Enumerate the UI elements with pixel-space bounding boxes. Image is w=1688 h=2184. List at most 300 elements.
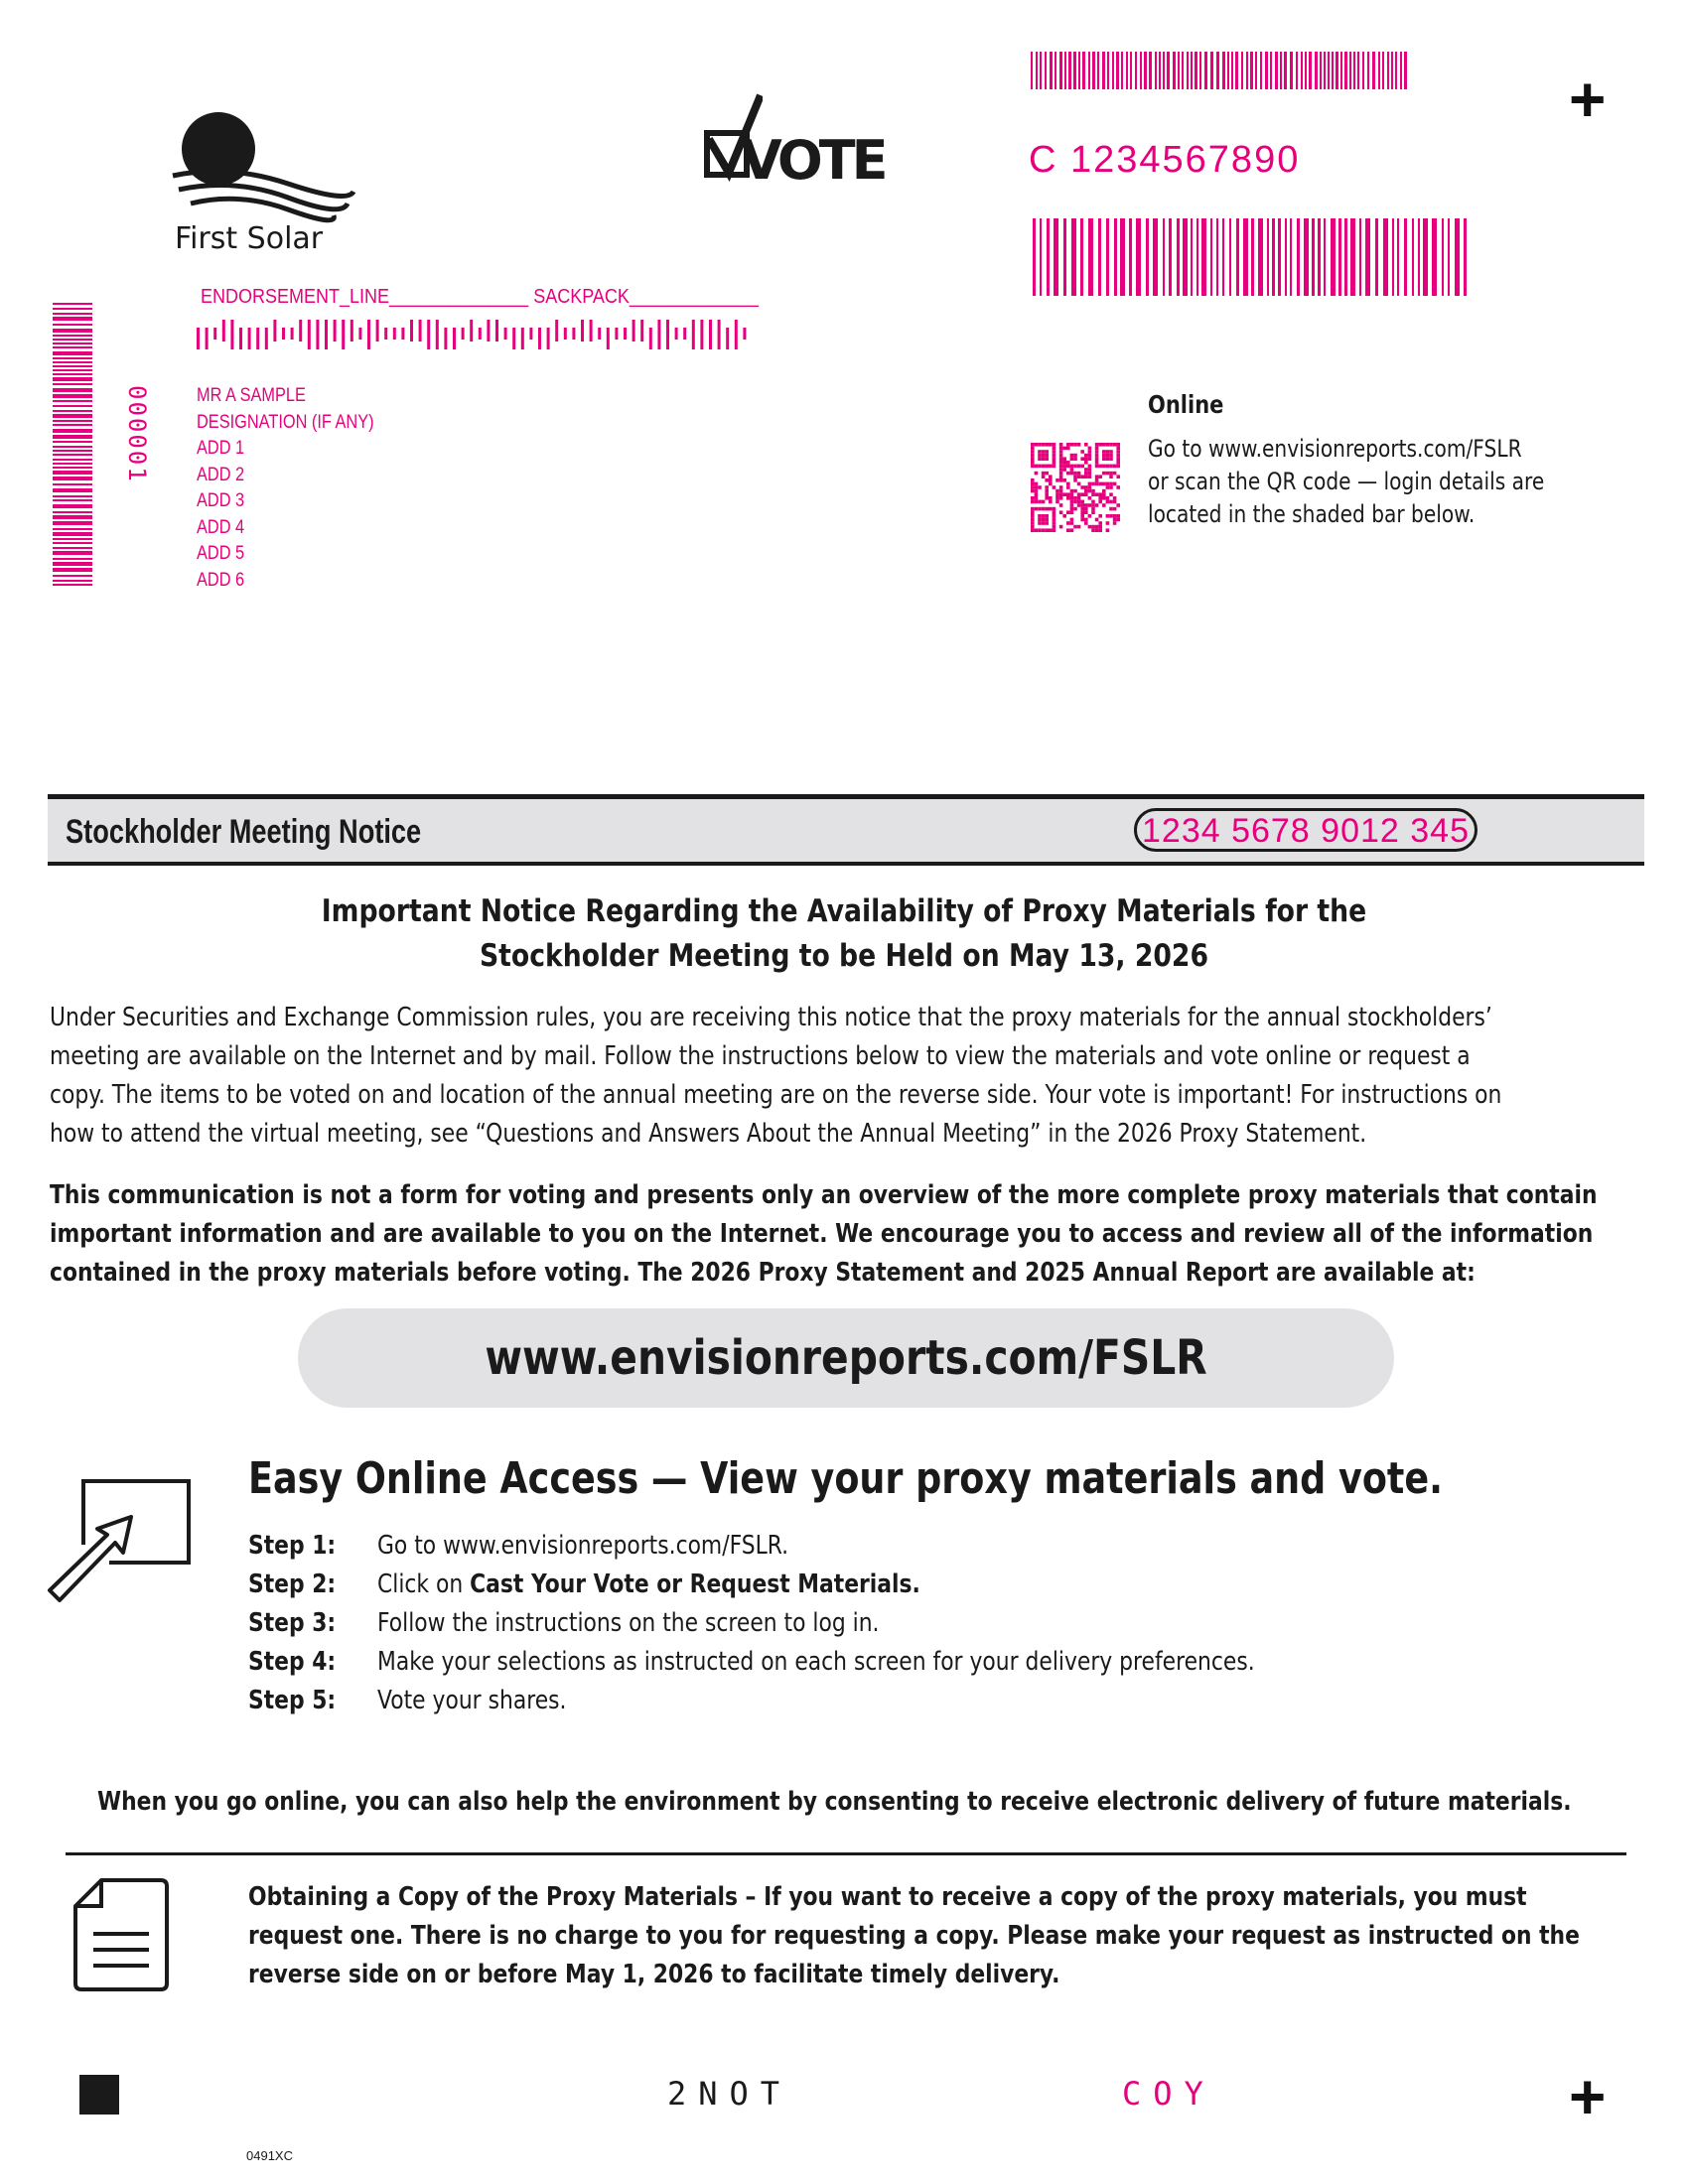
qr-module [1070, 468, 1074, 472]
qr-module [1049, 507, 1053, 511]
qr-module [1059, 472, 1063, 476]
barcode-bar [700, 320, 703, 349]
qr-module [1070, 528, 1074, 532]
barcode-bar [1210, 52, 1213, 89]
qr-module [1042, 443, 1046, 447]
qr-module [1045, 492, 1049, 496]
barcode-bar [1246, 52, 1248, 89]
barcode-bar [444, 328, 447, 349]
barcode-bar [1167, 52, 1170, 89]
qr-module [1053, 528, 1056, 532]
barcode-bar [1135, 52, 1137, 89]
qr-module [1055, 500, 1059, 504]
step-text-plain: Click on [377, 1570, 471, 1599]
barcode-bar [743, 328, 746, 340]
barcode-bar [1040, 52, 1042, 89]
barcode-bar [1372, 52, 1375, 89]
qr-module [1062, 514, 1066, 518]
barcode-bar [436, 320, 439, 349]
barcode-bar [624, 328, 627, 340]
qr-module [1080, 503, 1084, 507]
qr-module [1059, 478, 1063, 482]
qr-module [1045, 450, 1049, 454]
barcode-bar [1055, 52, 1056, 89]
barcode-bar [53, 528, 92, 530]
endorsement-line: ENDORSEMENT_LINE______________ SACKPACK_____________ [201, 286, 760, 308]
qr-module [1066, 461, 1070, 465]
barcode-bar [367, 320, 370, 349]
qr-module [1116, 465, 1120, 469]
qr-module [1045, 465, 1049, 469]
address-line: ADD 3 [197, 490, 245, 511]
barcode-bar [1255, 52, 1257, 89]
qr-module [1062, 461, 1066, 465]
qr-module [1109, 465, 1113, 469]
qr-module [1077, 525, 1081, 529]
barcode-bar [1251, 218, 1254, 296]
qr-module [1084, 468, 1088, 472]
barcode-bar [1107, 52, 1109, 89]
qr-module [1116, 457, 1120, 461]
barcode-bar [1404, 52, 1407, 89]
barcode-bar [53, 459, 92, 461]
barcode-bar [334, 320, 337, 341]
qr-module [1035, 485, 1039, 489]
qr-module [1055, 478, 1059, 482]
barcode-bar [53, 317, 92, 321]
qr-module [1109, 492, 1113, 496]
qr-module [1095, 465, 1099, 469]
qr-module [1116, 514, 1120, 518]
qr-module [1091, 503, 1095, 507]
barcode-bar [1285, 218, 1287, 296]
barcode-bar [1395, 52, 1397, 89]
step-text: Follow the instructions on the screen to log in. [377, 1608, 880, 1638]
qr-module [1073, 496, 1077, 500]
paragraph-line: This communication is not a form for voting and presents only an overview of the more complete proxy materials that contain [50, 1180, 1598, 1210]
qr-module [1098, 514, 1102, 518]
qr-module [1084, 454, 1088, 458]
barcode-bar [1290, 52, 1293, 89]
qr-module [1035, 492, 1039, 496]
barcode-bar [53, 568, 92, 572]
qr-module [1084, 492, 1088, 496]
barcode-bar [53, 373, 92, 375]
qr-code[interactable] [1031, 443, 1120, 532]
barcode-bar [1045, 52, 1047, 89]
qr-module [1116, 447, 1120, 451]
barcode-bar [53, 515, 92, 519]
barcode-bar [1227, 52, 1229, 89]
barcode-bar [1078, 52, 1080, 89]
barcode-bar [1144, 52, 1147, 89]
barcode-bar [1159, 52, 1161, 89]
qr-module [1095, 518, 1099, 522]
barcode-bar [1296, 52, 1298, 89]
barcode-bar [1114, 218, 1117, 296]
barcode-bar [1229, 218, 1231, 296]
barcode-bar [683, 328, 686, 340]
qr-module [1098, 525, 1102, 529]
qr-module [1031, 443, 1035, 447]
step-label: Step 2: [248, 1570, 337, 1599]
barcode-bar [1290, 218, 1292, 296]
barcode-bar [1387, 52, 1389, 89]
paragraph-line: important information and are available to you on the Internet. We encourage you to access and review all of the information [50, 1219, 1594, 1249]
qr-module [1095, 528, 1099, 532]
qr-module [1031, 528, 1035, 532]
qr-module [1073, 489, 1077, 493]
main-heading [129, 889, 1559, 979]
barcode-bar [1301, 52, 1303, 89]
step-text: Make your selections as instructed on each screen for your delivery preferences. [377, 1647, 1256, 1677]
qr-module [1070, 521, 1074, 525]
intro-paragraph [50, 999, 1501, 1154]
qr-module [1106, 496, 1110, 500]
address-line: MR A SAMPLE [197, 385, 306, 406]
heading-line: Important Notice Regarding the Availability of Proxy Materials for the [321, 893, 1367, 929]
barcode-bar [1362, 52, 1364, 89]
qr-module [1045, 457, 1049, 461]
online-line: located in the shaded bar below. [1148, 500, 1476, 528]
account-code: C 1234567890 [1029, 139, 1301, 181]
barcode-bar [53, 420, 92, 422]
qr-module [1095, 457, 1099, 461]
barcode-bar [206, 328, 209, 349]
barcode-bar [1054, 218, 1058, 296]
qr-module [1059, 496, 1063, 500]
online-heading: Online [1148, 390, 1224, 419]
barcode-bar [53, 580, 92, 582]
qr-module [1080, 475, 1084, 478]
qr-module [1059, 489, 1063, 493]
barcode-bar [53, 575, 92, 577]
qr-module [1106, 472, 1110, 476]
qr-module [1098, 492, 1102, 496]
qr-module [1035, 496, 1039, 500]
qr-module [1070, 472, 1074, 476]
barcode-bar [53, 551, 92, 555]
qr-module [1109, 475, 1113, 478]
qr-module [1095, 454, 1099, 458]
qr-module [1091, 500, 1095, 504]
qr-module [1045, 514, 1049, 518]
qr-module [1095, 461, 1099, 465]
qr-module [1113, 514, 1117, 518]
qr-module [1102, 489, 1106, 493]
barcode-bar [53, 435, 92, 439]
qr-module [1091, 489, 1095, 493]
qr-module [1080, 518, 1084, 522]
barcode-bar [1120, 218, 1125, 296]
qr-module [1084, 457, 1088, 461]
qr-module [1073, 475, 1077, 478]
qr-module [1042, 507, 1046, 511]
qr-module [1062, 465, 1066, 469]
qr-module [1109, 482, 1113, 486]
barcode-bar [1328, 52, 1330, 89]
barcode-bar [1320, 52, 1322, 89]
barcode-bar [53, 357, 92, 359]
barcode-bar [53, 584, 92, 586]
qr-module [1070, 465, 1074, 469]
barcode-bar [1304, 218, 1309, 296]
barcode-bar [1130, 52, 1132, 89]
barcode-bar [1199, 52, 1201, 89]
barcode-bar [1305, 52, 1307, 89]
barcode-bar [197, 328, 200, 349]
qr-module [1053, 518, 1056, 522]
qr-module [1098, 500, 1102, 504]
qr-module [1066, 510, 1070, 514]
qr-module [1038, 454, 1042, 458]
barcode-bar [53, 471, 92, 475]
qr-module [1088, 447, 1092, 451]
qr-module [1053, 454, 1056, 458]
qr-module [1109, 450, 1113, 454]
qr-module [1038, 528, 1042, 532]
barcode-bar [590, 320, 593, 341]
qr-module [1066, 465, 1070, 469]
qr-module [1031, 496, 1035, 500]
qr-module [1045, 528, 1049, 532]
qr-module [1049, 482, 1053, 486]
barcode-bar [1155, 52, 1157, 89]
barcode-bar [1331, 218, 1336, 296]
barcode-bar [53, 400, 92, 402]
barcode-bar [1455, 218, 1460, 296]
qr-module [1053, 521, 1056, 525]
barcode-bar [1382, 52, 1384, 89]
qr-module [1106, 465, 1110, 469]
barcode-bar [1340, 52, 1342, 89]
barcode-bar [1196, 218, 1198, 296]
barcode-bar [1400, 52, 1402, 89]
barcode-bar [1163, 52, 1165, 89]
barcode-bar [1222, 52, 1225, 89]
barcode-bar [1464, 218, 1467, 296]
qr-module [1095, 525, 1099, 529]
qr-module [1031, 461, 1035, 465]
qr-module [1091, 507, 1095, 511]
barcode-bar [393, 328, 396, 340]
materials-url[interactable]: www.envisionreports.com/FSLR [485, 1330, 1207, 1386]
barcode-bar [1357, 52, 1359, 89]
barcode-bar [1088, 218, 1093, 296]
qr-module [1116, 443, 1120, 447]
barcode-bar [53, 394, 92, 398]
qr-module [1053, 461, 1056, 465]
qr-module [1035, 489, 1039, 493]
barcode-bar [1265, 52, 1268, 89]
intelligent-mail-barcode [197, 320, 763, 349]
barcode-bar [1241, 52, 1243, 89]
barcode-bar [547, 328, 550, 349]
barcode-bar [410, 320, 413, 341]
qr-module [1059, 510, 1063, 514]
qr-module [1116, 503, 1120, 507]
qr-module [1059, 450, 1063, 454]
postal-barcode-top [1031, 52, 1413, 89]
qr-module [1059, 457, 1063, 461]
barcode-bar [1063, 218, 1066, 296]
barcode-bar [53, 361, 92, 363]
qr-module [1031, 514, 1035, 518]
barcode-bar [1047, 218, 1050, 296]
barcode-bar [316, 320, 319, 349]
qr-module [1038, 443, 1042, 447]
registration-plus-icon: + [1569, 64, 1607, 135]
notice-title: Stockholder Meeting Notice [66, 813, 422, 851]
barcode-bar [1418, 218, 1420, 296]
qr-module [1070, 454, 1074, 458]
side-code: 000001 [123, 385, 151, 483]
step-row [248, 1647, 1422, 1677]
barcode-bar [1121, 52, 1123, 89]
barcode-bar [308, 320, 311, 349]
qr-module [1038, 518, 1042, 522]
barcode-bar [256, 328, 259, 349]
step-text: Vote your shares. [377, 1686, 567, 1715]
qr-module [1053, 525, 1056, 529]
barcode-bar [376, 320, 379, 341]
barcode-bar [265, 328, 268, 349]
qr-module [1042, 528, 1046, 532]
qr-module [1080, 514, 1084, 518]
qr-module [1102, 457, 1106, 461]
qr-module [1102, 450, 1106, 454]
barcode-bar [53, 324, 92, 326]
qr-module [1045, 521, 1049, 525]
mailing-address [197, 383, 374, 594]
qr-module [1059, 525, 1063, 529]
barcode-bar [709, 320, 712, 349]
barcode-bar [1432, 218, 1437, 296]
barcode-bar [1106, 218, 1109, 296]
qr-module [1080, 510, 1084, 514]
barcode-bar [1359, 218, 1361, 296]
qr-module [1095, 443, 1099, 447]
barcode-bar [1216, 218, 1218, 296]
barcode-bar [1201, 218, 1206, 296]
qr-module [1084, 507, 1088, 511]
qr-module [1073, 478, 1077, 482]
address-line: DESIGNATION (IF ANY) [197, 411, 374, 433]
qr-module [1116, 461, 1120, 465]
control-number: 1234 5678 9012 345 [1134, 808, 1477, 852]
qr-module [1053, 507, 1056, 511]
barcode-bar [1404, 218, 1407, 296]
barcode-bar [53, 538, 92, 540]
screen-cursor-icon [46, 1477, 195, 1606]
qr-module [1102, 472, 1106, 476]
footer-code-right: COY [1122, 2075, 1215, 2113]
qr-module [1042, 450, 1046, 454]
barcode-bar [53, 446, 92, 448]
qr-module [1102, 482, 1106, 486]
address-line: ADD 4 [197, 516, 245, 538]
barcode-bar [581, 320, 584, 341]
qr-module [1042, 465, 1046, 469]
qr-module [1070, 518, 1074, 522]
barcode-bar [1324, 218, 1326, 296]
qr-module [1031, 518, 1035, 522]
barcode-bar [53, 450, 92, 452]
qr-module [1049, 496, 1053, 500]
qr-module [1066, 492, 1070, 496]
footer-square [79, 2075, 119, 2115]
step-row [248, 1686, 603, 1715]
qr-module [1113, 482, 1117, 486]
qr-module [1080, 450, 1084, 454]
barcode-bar [53, 351, 92, 355]
paragraph-line: meeting are available on the Internet and by mail. Follow the instructions below to view the materials and vote online or request a [50, 1041, 1471, 1071]
qr-module [1088, 472, 1092, 476]
step-text [377, 1570, 920, 1599]
qr-module [1102, 443, 1106, 447]
qr-module [1042, 454, 1046, 458]
barcode-bar [1235, 52, 1238, 89]
barcode-bar [615, 328, 618, 340]
barcode-bar [640, 320, 643, 341]
qr-module [1084, 461, 1088, 465]
step-row [248, 1531, 867, 1561]
barcode-bar [1092, 52, 1095, 89]
barcode-bar [1312, 218, 1315, 296]
barcode-bar [529, 328, 532, 340]
qr-module [1106, 457, 1110, 461]
qr-module [1045, 472, 1049, 476]
qr-module [1080, 492, 1084, 496]
barcode-bar [53, 463, 92, 465]
first-solar-logo [169, 104, 357, 263]
qr-module [1080, 457, 1084, 461]
qr-module [1088, 496, 1092, 500]
qr-module [1055, 492, 1059, 496]
url-pill[interactable] [298, 1308, 1394, 1408]
barcode-bar [53, 339, 92, 341]
barcode-bar [1191, 218, 1193, 296]
qr-module [1109, 500, 1113, 504]
barcode-bar [1272, 218, 1275, 296]
qr-module [1077, 472, 1081, 476]
qr-module [1031, 447, 1035, 451]
qr-module [1066, 472, 1070, 476]
barcode-bar [1173, 52, 1176, 89]
qr-module [1066, 521, 1070, 525]
barcode-bar [1423, 218, 1428, 296]
qr-module [1106, 450, 1110, 454]
qr-module [1059, 461, 1063, 465]
barcode-bar [53, 558, 92, 560]
address-line: ADD 2 [197, 464, 245, 485]
qr-module [1038, 485, 1042, 489]
qr-module [1084, 510, 1088, 514]
barcode-bar [1068, 52, 1071, 89]
qr-module [1053, 443, 1056, 447]
qr-module [1059, 492, 1063, 496]
qr-module [1102, 496, 1106, 500]
qr-module [1038, 450, 1042, 454]
qr-module [1062, 492, 1066, 496]
qr-module [1053, 485, 1056, 489]
barcode-bar [1102, 52, 1105, 89]
qr-module [1035, 472, 1039, 476]
barcode-bar [1391, 52, 1393, 89]
barcode-bar [1153, 218, 1158, 296]
barcode-bar [1036, 52, 1038, 89]
qr-module [1049, 528, 1053, 532]
